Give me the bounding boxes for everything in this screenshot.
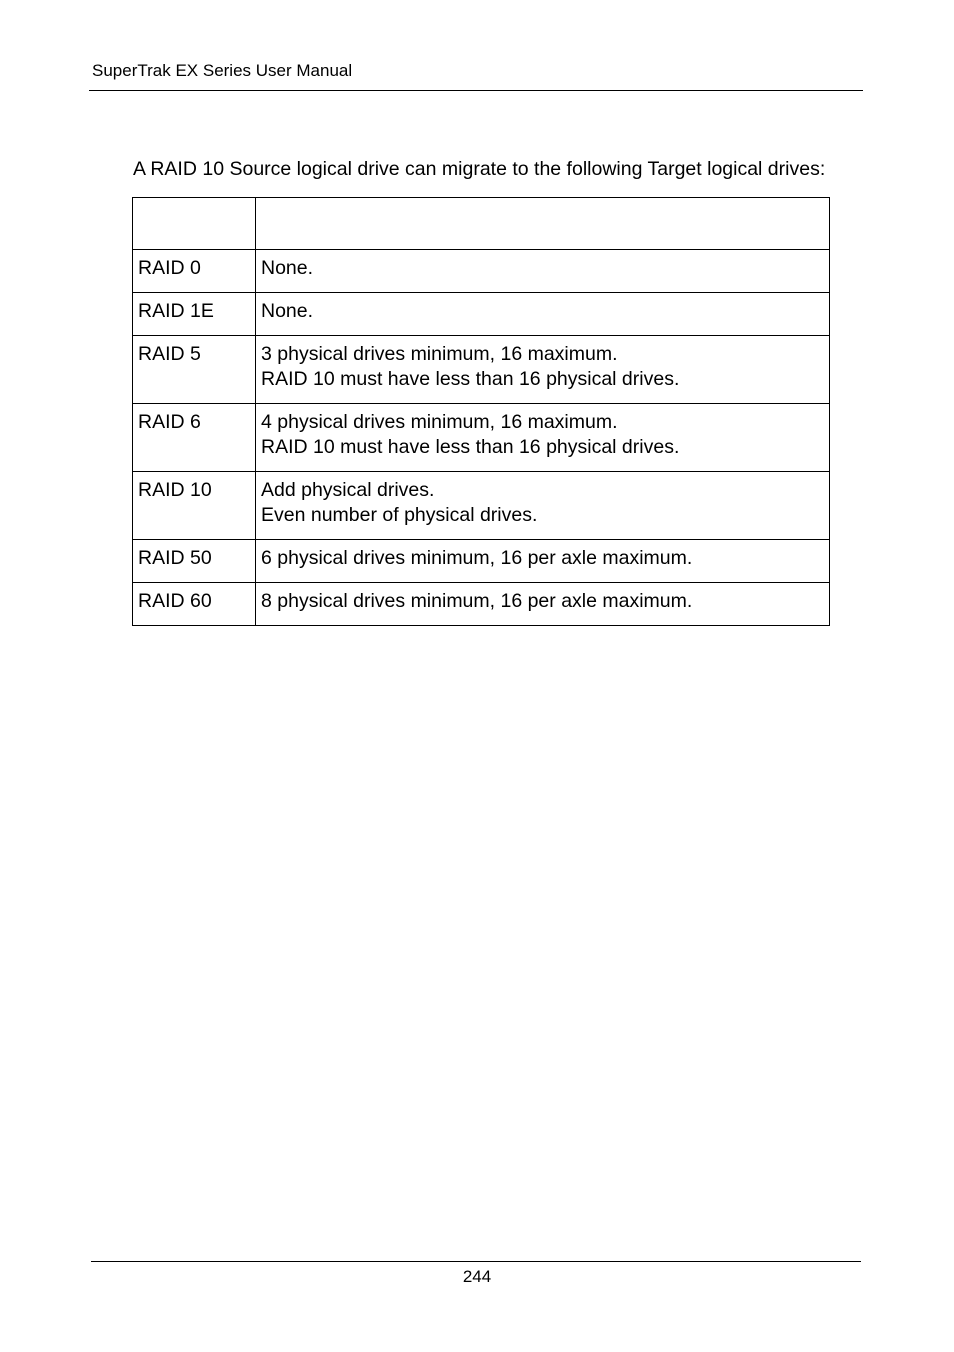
table-row (133, 404, 830, 472)
table-row (133, 336, 830, 404)
requirement-line: None. (261, 300, 314, 322)
table-row (133, 293, 830, 336)
requirement-line: 4 physical drives minimum, 16 maximum. (261, 411, 618, 433)
table-row (133, 583, 830, 626)
page-number: 244 (462, 1267, 492, 1286)
target-cell: RAID 5 (133, 336, 256, 404)
footer-divider (91, 1261, 861, 1262)
target-cell: RAID 1E (133, 293, 256, 336)
requirements-cell (256, 336, 830, 404)
table-row (133, 472, 830, 540)
target-cell: RAID 50 (133, 540, 256, 583)
requirements-cell (256, 250, 830, 293)
requirements-cell (256, 404, 830, 472)
requirements-cell (256, 293, 830, 336)
target-cell: RAID 0 (133, 250, 256, 293)
requirements-cell (256, 472, 830, 540)
table-row (133, 540, 830, 583)
requirement-line: None. (261, 257, 314, 279)
requirement-line: 6 physical drives minimum, 16 per axle maximum. (261, 547, 693, 569)
migration-table (132, 197, 830, 626)
header-divider (89, 90, 863, 91)
target-cell: RAID 60 (133, 583, 256, 626)
table-row (133, 250, 830, 293)
requirements-cell (256, 540, 830, 583)
requirement-line: RAID 10 must have less than 16 physical drives. (261, 368, 680, 390)
target-cell: RAID 10 (133, 472, 256, 540)
requirement-line: 8 physical drives minimum, 16 per axle maximum. (261, 590, 693, 612)
target-cell: RAID 6 (133, 404, 256, 472)
table-header-target (133, 198, 256, 250)
requirement-line: 3 physical drives minimum, 16 maximum. (261, 343, 618, 365)
table-header-requirements (256, 198, 830, 250)
requirement-line: Even number of physical drives. (261, 504, 538, 526)
intro-paragraph: A RAID 10 Source logical drive can migrate to the following Target logical drives: (133, 158, 826, 180)
requirement-line: Add physical drives. (261, 479, 435, 501)
table-header-row (133, 198, 830, 250)
requirement-line: RAID 10 must have less than 16 physical drives. (261, 436, 680, 458)
requirements-cell (256, 583, 830, 626)
page-header-title: SuperTrak EX Series User Manual (92, 61, 353, 80)
